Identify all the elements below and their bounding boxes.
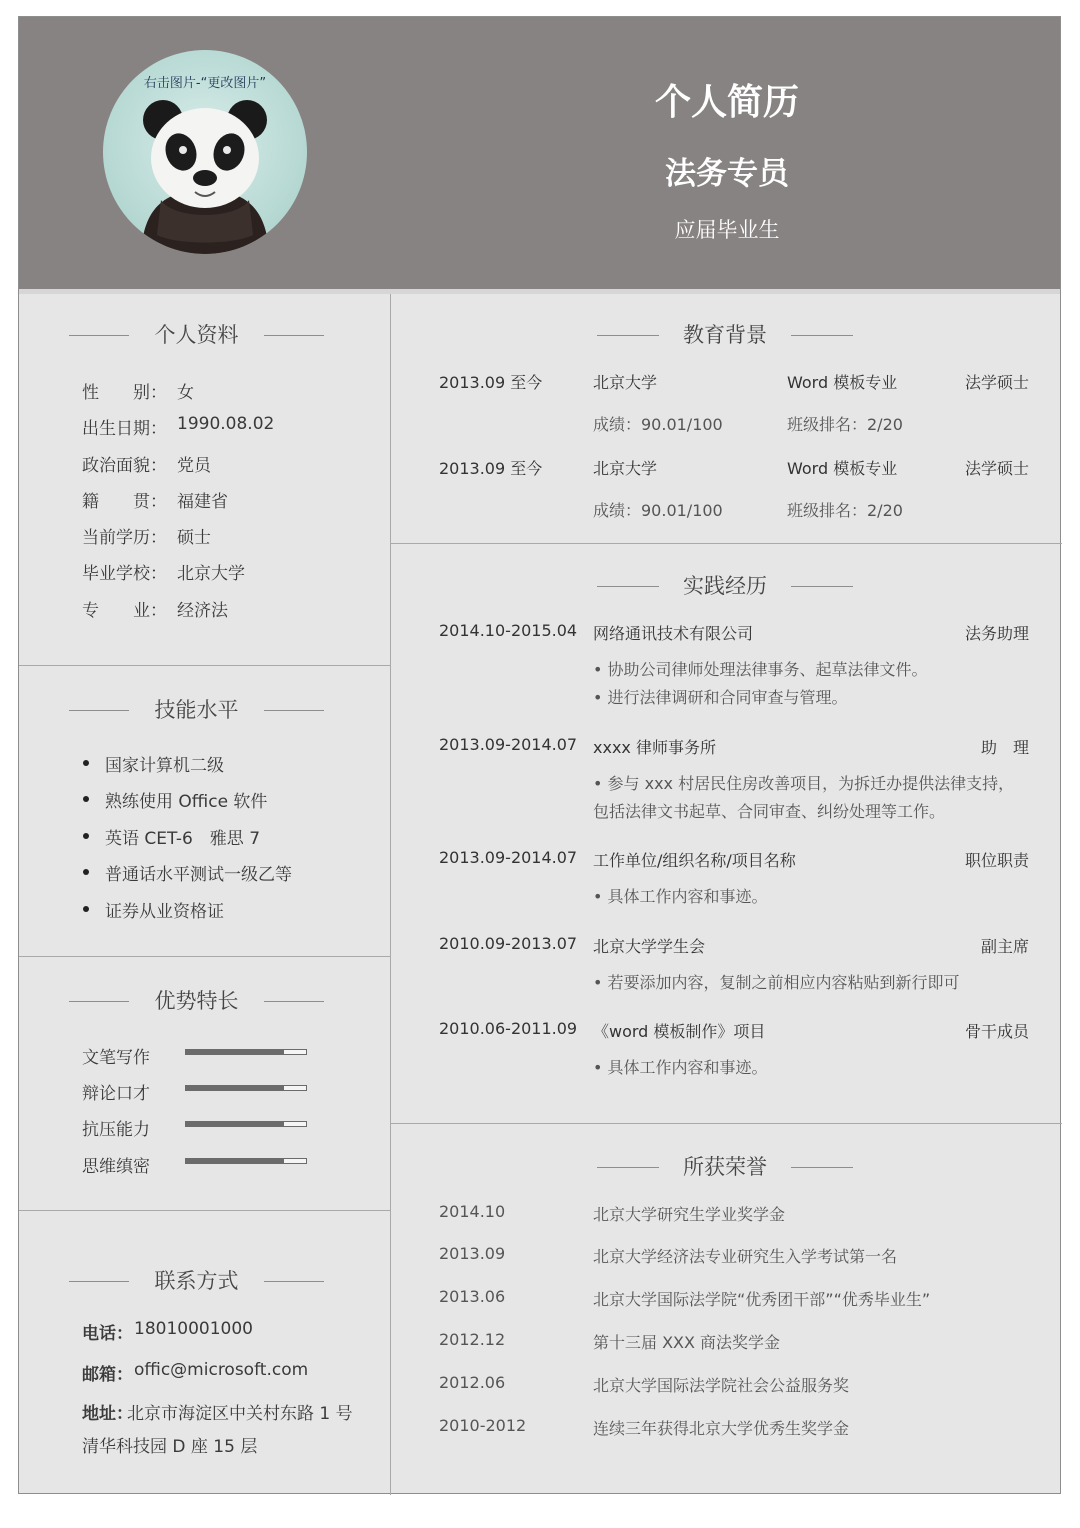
profile-value-birth: 1990.08.02 <box>177 414 275 434</box>
section-divider <box>19 956 390 957</box>
exp-detail: • 协助公司律师处理法律事务、起草法律文件。 <box>593 660 928 679</box>
rule-left <box>69 1281 129 1282</box>
rule-left <box>69 710 129 711</box>
honor-text: 北京大学研究生学业奖学金 <box>593 1205 786 1224</box>
email-label: 邮箱： <box>82 1365 133 1385</box>
bullet-icon <box>83 796 89 802</box>
job-title: 法务专员 <box>665 156 789 192</box>
rule-right <box>264 710 324 711</box>
column-divider <box>390 294 391 1495</box>
rule-left <box>69 1001 129 1002</box>
strength-bar <box>185 1121 307 1127</box>
honor-date: 2012.06 <box>439 1373 506 1392</box>
strength-bar-fill <box>186 1050 284 1054</box>
exp-org: 《word 模板制作》项目 <box>593 1022 766 1041</box>
strengths-heading: 优势特长 <box>154 989 239 1013</box>
strength-label: 文笔写作 <box>82 1048 150 1068</box>
address-label: 地址： <box>82 1404 133 1424</box>
strength-bar <box>185 1158 307 1164</box>
rule-right <box>791 335 853 336</box>
exp-detail: • 若要添加内容，复制之前相应内容粘贴到新行即可 <box>593 973 960 992</box>
honor-date: 2014.10 <box>439 1202 506 1221</box>
exp-role: 助 理 <box>981 738 1030 757</box>
exp-org: 网络通讯技术有限公司 <box>593 624 754 643</box>
header-titles <box>527 17 927 289</box>
section-divider <box>19 1210 390 1211</box>
skill-item: 英语 CET-6 雅思 7 <box>105 829 261 849</box>
exp-role: 副主席 <box>981 937 1030 956</box>
rule-left <box>597 335 659 336</box>
page-title: 个人简历 <box>654 82 799 123</box>
honor-date: 2010-2012 <box>439 1416 527 1435</box>
profile-value-gender: 女 <box>177 383 194 403</box>
edu-major: Word 模板专业 <box>787 459 898 478</box>
exp-detail: • 进行法律调研和合同审查与管理。 <box>593 688 848 707</box>
section-divider <box>391 543 1062 544</box>
section-divider <box>391 1123 1062 1124</box>
profile-label-degree: 当前学历： <box>82 528 167 548</box>
experience-heading: 实践经历 <box>683 574 767 598</box>
exp-detail: • 具体工作内容和事迹。 <box>593 1058 768 1077</box>
edu-period: 2013.09 至今 <box>439 459 543 478</box>
honor-text: 北京大学经济法专业研究生入学考试第一名 <box>593 1247 898 1266</box>
resume-header <box>19 17 1060 289</box>
exp-period: 2014.10-2015.04 <box>439 621 578 640</box>
exp-role: 法务助理 <box>965 624 1030 643</box>
edu-score: 成绩：90.01/100 <box>593 501 723 520</box>
rule-right <box>264 1001 324 1002</box>
strength-label: 抗压能力 <box>82 1120 150 1140</box>
rule-left <box>69 335 129 336</box>
honor-text: 第十三届 XXX 商法奖学金 <box>593 1333 781 1352</box>
strength-bar <box>185 1085 307 1091</box>
photo-hint-text: 右击图片-“更改图片” <box>143 76 267 91</box>
exp-period: 2013.09-2014.07 <box>439 848 578 867</box>
strength-bar <box>185 1049 307 1055</box>
edu-score: 成绩：90.01/100 <box>593 415 723 434</box>
profile-label-major: 专 业： <box>82 601 167 621</box>
rule-left <box>597 586 659 587</box>
header-divider <box>19 289 1060 294</box>
bullet-icon <box>83 833 89 839</box>
profile-value-degree: 硕士 <box>177 528 211 548</box>
bullet-icon <box>83 869 89 875</box>
skill-item: 熟练使用 Office 软件 <box>105 792 268 812</box>
skill-item: 国家计算机二级 <box>105 756 224 776</box>
edu-school: 北京大学 <box>593 459 658 478</box>
edu-rank: 班级排名：2/20 <box>787 501 903 520</box>
strength-bar-fill <box>186 1159 284 1163</box>
profile-label-school: 毕业学校： <box>82 564 167 584</box>
exp-period: 2010.09-2013.07 <box>439 934 578 953</box>
exp-period: 2010.06-2011.09 <box>439 1019 578 1038</box>
education-heading: 教育背景 <box>683 323 767 347</box>
rule-right <box>791 586 853 587</box>
strength-bar-fill <box>186 1086 284 1090</box>
rule-right <box>791 1167 853 1168</box>
honor-text: 北京大学国际法学院社会公益服务奖 <box>593 1376 850 1395</box>
exp-org: 工作单位/组织名称/项目名称 <box>593 851 796 870</box>
profile-label-hometown: 籍 贯： <box>82 492 167 512</box>
resume-page <box>18 16 1061 1494</box>
section-divider <box>19 665 390 666</box>
edu-major: Word 模板专业 <box>787 373 898 392</box>
honors-heading: 所获荣誉 <box>683 1155 767 1179</box>
profile-heading: 个人资料 <box>154 323 239 347</box>
strength-label: 辩论口才 <box>82 1084 150 1104</box>
edu-degree: 法学硕士 <box>965 459 1030 478</box>
exp-role: 职位职责 <box>965 851 1030 870</box>
skills-heading: 技能水平 <box>154 698 239 722</box>
edu-school: 北京大学 <box>593 373 658 392</box>
strength-label: 思维缜密 <box>82 1157 150 1177</box>
exp-detail: • 具体工作内容和事迹。 <box>593 887 768 906</box>
exp-detail: 包括法律文书起草、合同审查、纠纷处理等工作。 <box>593 802 946 821</box>
strength-bar-fill <box>186 1122 284 1126</box>
profile-value-major: 经济法 <box>177 601 228 621</box>
profile-value-school: 北京大学 <box>177 564 245 584</box>
phone-value: 18010001000 <box>134 1319 253 1339</box>
bullet-icon <box>83 906 89 912</box>
profile-label-birth: 出生日期： <box>82 419 167 439</box>
edu-degree: 法学硕士 <box>965 373 1030 392</box>
address-line: 清华科技园 D 座 15 层 <box>82 1437 258 1457</box>
exp-org: xxxx 律师事务所 <box>593 738 716 757</box>
honor-text: 连续三年获得北京大学优秀生奖学金 <box>593 1419 850 1438</box>
profile-photo[interactable] <box>103 50 307 254</box>
exp-org: 北京大学学生会 <box>593 937 706 956</box>
rule-left <box>597 1167 659 1168</box>
profile-value-politics: 党员 <box>177 456 211 476</box>
profile-value-hometown: 福建省 <box>177 492 228 512</box>
honor-date: 2013.09 <box>439 1244 506 1263</box>
exp-period: 2013.09-2014.07 <box>439 735 578 754</box>
rule-right <box>264 335 324 336</box>
honor-date: 2013.06 <box>439 1287 506 1306</box>
edu-period: 2013.09 至今 <box>439 373 543 392</box>
skill-item: 普通话水平测试一级乙等 <box>105 865 292 885</box>
edu-rank: 班级排名：2/20 <box>787 415 903 434</box>
skill-item: 证券从业资格证 <box>105 902 224 922</box>
honor-date: 2012.12 <box>439 1330 506 1349</box>
rule-right <box>264 1281 324 1282</box>
profile-label-gender: 性 别： <box>82 383 167 403</box>
address-line: 北京市海淀区中关村东路 1 号 <box>127 1404 353 1424</box>
bullet-icon <box>83 760 89 766</box>
status-text: 应届毕业生 <box>674 218 780 242</box>
profile-label-politics: 政治面貌： <box>82 456 167 476</box>
phone-label: 电话： <box>82 1324 133 1344</box>
contact-heading: 联系方式 <box>154 1269 239 1293</box>
exp-detail: • 参与 xxx 村居民住房改善项目，为拆迁办提供法律支持， <box>593 774 1015 793</box>
honor-text: 北京大学国际法学院“优秀团干部”“优秀毕业生” <box>593 1290 931 1309</box>
email-value[interactable]: offic@microsoft.com <box>134 1360 309 1380</box>
exp-role: 骨干成员 <box>965 1022 1030 1041</box>
